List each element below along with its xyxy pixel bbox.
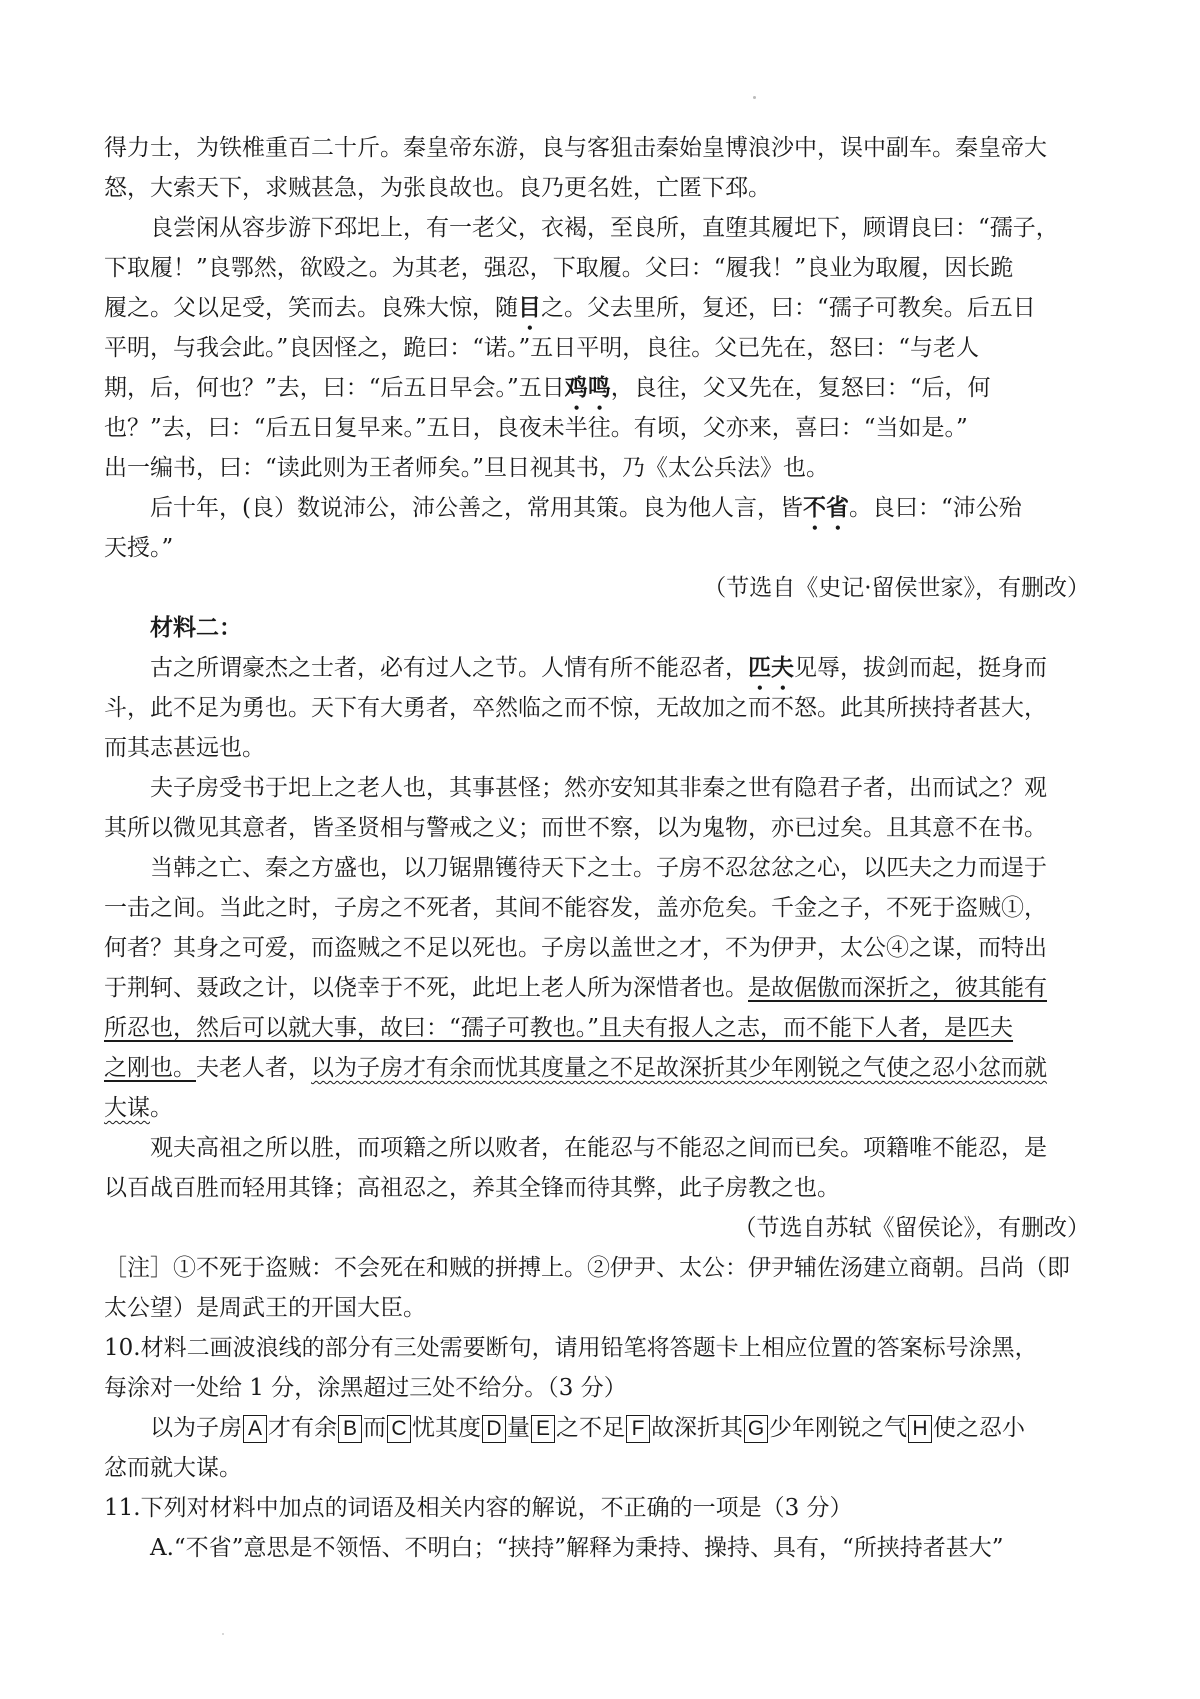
text-line <box>104 1528 1094 1568</box>
underlined-passage: 之刚也。 <box>104 1055 196 1081</box>
text-line <box>104 1048 1094 1088</box>
text-line <box>104 128 1094 168</box>
text-segment: 斗，此不足为勇也。天下有大勇者，卒然临之而不惊，无故加之而不怒。此其所挟持者甚大， <box>104 695 1047 721</box>
text-segment: 才有余 <box>268 1415 337 1441</box>
text-segment: 之不足 <box>556 1415 625 1441</box>
text-segment: 履之。父以足受，笑而去。良殊大惊，随 <box>104 295 518 321</box>
text-line <box>104 368 1094 408</box>
text-segment: 材料二： <box>150 614 242 641</box>
text-line <box>104 1128 1094 1168</box>
underlined-passage: 是故倨傲而深折之，彼其能有 <box>748 975 1047 1001</box>
text-segment: 也？”去，曰：“后五日复早来。”五日，良夜未半往。有顷，父亦来，喜曰：“当如是。” <box>104 415 968 441</box>
text-line <box>104 1248 1094 1288</box>
text-segment: （节选自《史记·留侯世家》，有删改） <box>703 575 1090 601</box>
answer-option-box: E <box>531 1415 555 1443</box>
text-segment: 平明，与我会此。”良因怪之，跪曰：“诺。”五日平明，良往。父已先在，怒曰：“与老人 <box>104 335 980 361</box>
text-segment: 。 <box>150 1095 173 1121</box>
text-segment: 怒，大索天下，求贼甚急，为张良故也。良乃更名姓，亡匿下邳。 <box>104 175 771 201</box>
answer-option-box: D <box>482 1415 506 1443</box>
text-line <box>104 248 1094 288</box>
text-line <box>104 408 1094 448</box>
text-segment: 使之忍小 <box>933 1415 1025 1441</box>
text-segment: 见辱，拔剑而起，挺身而 <box>794 655 1047 681</box>
text-line <box>104 1288 1094 1328</box>
text-segment: 。良曰：“沛公殆 <box>848 495 1022 521</box>
text-line <box>104 968 1094 1008</box>
text-segment: ［注］①不死于盗贼：不会死在和贼的拼搏上。②伊尹、太公：伊尹辅佐汤建立商朝。吕尚（即 <box>104 1255 1070 1281</box>
section-heading <box>104 608 1094 648</box>
text-segment: 忧其度 <box>412 1415 481 1441</box>
text-segment: 每涂对一处给 1 分，涂黑超过三处不给分。（3 分） <box>104 1375 627 1401</box>
text-segment: 忿而就大谋。 <box>104 1455 242 1481</box>
text-segment: 以百战百胜而轻用其锋；高祖忍之，养其全锋而待其弊，此子房教之也。 <box>104 1175 840 1201</box>
text-line <box>104 1368 1094 1408</box>
document-page <box>104 128 1094 1568</box>
text-line <box>104 888 1094 928</box>
text-line <box>104 808 1094 848</box>
text-line <box>104 928 1094 968</box>
text-line <box>104 208 1094 248</box>
text-segment: （节选自苏轼《留侯论》，有删改） <box>733 1215 1090 1241</box>
text-line <box>104 648 1094 688</box>
answer-option-box: G <box>744 1415 768 1443</box>
text-segment: 得力士，为铁椎重百二十斤。秦皇帝东游，良与客狙击秦始皇博浪沙中，误中副车。秦皇帝大 <box>104 135 1047 161</box>
text-segment: 良尝闲从容步游下邳圯上，有一老父，衣褐，至良所，直堕其履圯下，顾谓良曰：“孺子， <box>150 215 1059 241</box>
text-segment: 古之所谓豪杰之士者，必有过人之节。人情有所不能忍者， <box>150 655 748 681</box>
text-line <box>104 1488 1094 1528</box>
text-line <box>104 768 1094 808</box>
emphasized-term: 不省 <box>802 494 849 521</box>
text-line <box>104 1328 1094 1368</box>
text-segment: 11.下列对材料中加点的词语及相关内容的解说，不正确的一项是（3 分） <box>104 1495 853 1521</box>
text-line <box>104 728 1094 768</box>
text-line <box>104 328 1094 368</box>
scan-speck <box>222 1633 224 1635</box>
text-line <box>104 1408 1094 1448</box>
text-segment: 之。父去里所，复还，曰：“孺子可教矣。后五日 <box>541 295 1036 321</box>
text-segment: 当韩之亡、秦之方盛也，以刀锯鼎镬待天下之士。子房不忍忿忿之心，以匹夫之力而逞于 <box>150 855 1047 881</box>
text-segment: 量 <box>507 1415 530 1441</box>
text-segment: 其所以微见其意者，皆圣贤相与警戒之义；而世不察，以为鬼物，亦已过矣。且其意不在书。 <box>104 815 1047 841</box>
answer-option-box: H <box>908 1415 932 1443</box>
text-segment: 天授。” <box>104 535 174 561</box>
text-segment: 夫子房受书于圯上之老人也，其事甚怪；然亦安知其非秦之世有隐君子者，出而试之？观 <box>150 775 1047 801</box>
text-segment: 故深折其 <box>651 1415 743 1441</box>
text-segment: 而 <box>363 1415 386 1441</box>
emphasized-term: 匹夫 <box>748 654 794 681</box>
underlined-passage: 所忍也，然后可以就大事，故曰：“孺子可教也。”且夫有报人之志，而不能下人者，是匹夫 <box>104 1015 1014 1041</box>
text-line <box>104 848 1094 888</box>
text-line <box>104 1168 1094 1208</box>
text-segment: 夫老人者， <box>196 1055 311 1081</box>
text-segment: 太公望）是周武王的开国大臣。 <box>104 1295 426 1321</box>
text-segment: 后十年，(良）数说沛公，沛公善之，常用其策。良为他人言，皆 <box>150 495 803 521</box>
answer-option-box: F <box>626 1415 650 1443</box>
source-citation <box>104 568 1094 608</box>
text-line <box>104 1448 1094 1488</box>
text-segment: 期，后，何也？”去，曰：“后五日早会。”五日 <box>104 375 565 401</box>
scan-speck <box>753 96 756 99</box>
text-line <box>104 688 1094 728</box>
answer-option-box: A <box>243 1415 267 1443</box>
text-segment: 一击之间。当此之时，子房之不死者，其间不能容发，盖亦危矣。千金之子，不死于盗贼①， <box>104 895 1047 921</box>
wavy-underlined-passage: 以为子房才有余而忧其度量之不足故深折其少年刚锐之气使之忍小忿而就 <box>311 1055 1047 1081</box>
text-line <box>104 488 1094 528</box>
text-segment: 以为子房 <box>150 1415 242 1441</box>
text-segment: 观夫高祖之所以胜，而项籍之所以败者，在能忍与不能忍之间而已矣。项籍唯不能忍，是 <box>150 1135 1047 1161</box>
text-line <box>104 288 1094 328</box>
text-segment: 10.材料二画波浪线的部分有三处需要断句，请用铅笔将答题卡上相应位置的答案标号涂黑， <box>104 1335 1038 1361</box>
answer-option-box: C <box>387 1415 411 1443</box>
text-segment: 何者？其身之可爱，而盗贼之不足以死也。子房以盖世之才，不为伊尹，太公④之谋，而特出 <box>104 935 1047 961</box>
text-segment: A.“不省”意思是不领悟、不明白；“挟持”解释为秉持、操持、具有，“所挟持者甚大” <box>150 1535 1004 1561</box>
text-segment: 于荆轲、聂政之计，以侥幸于不死，此圯上老人所为深惜者也。 <box>104 975 748 1001</box>
text-line <box>104 1088 1094 1128</box>
text-segment: 少年刚锐之气 <box>769 1415 907 1441</box>
wavy-underlined-passage: 大谋 <box>104 1095 150 1121</box>
text-segment: 而其志甚远也。 <box>104 735 265 761</box>
text-segment: ，良往，父又先在，复怒曰：“后，何 <box>610 375 991 401</box>
text-line <box>104 168 1094 208</box>
emphasized-term: 鸡鸣 <box>564 374 611 401</box>
emphasized-term: 目 <box>518 294 541 321</box>
text-segment: 出一编书，曰：“读此则为王者师矣。”旦日视其书，乃《太公兵法》也。 <box>104 455 830 481</box>
source-citation <box>104 1208 1094 1248</box>
text-line <box>104 528 1094 568</box>
text-line <box>104 448 1094 488</box>
text-segment: 下取履！”良鄂然，欲殴之。为其老，强忍，下取履。父曰：“履我！”良业为取履，因长跪 <box>104 255 1014 281</box>
answer-option-box: B <box>338 1415 362 1443</box>
text-line <box>104 1008 1094 1048</box>
